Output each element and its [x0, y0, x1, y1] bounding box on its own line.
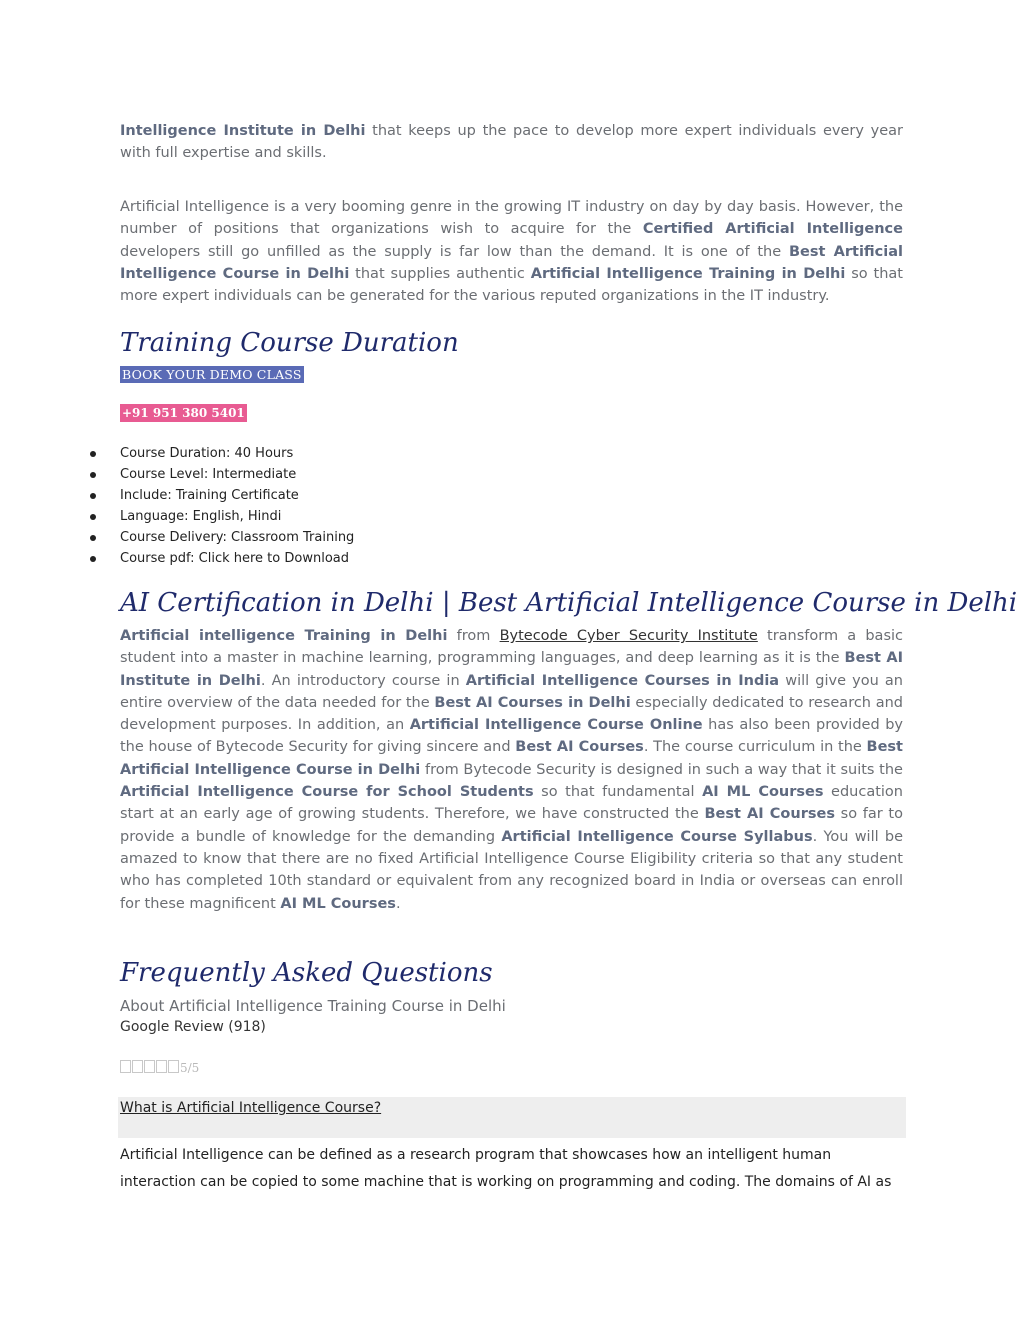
phone-button[interactable]: +91 951 380 5401 — [122, 406, 245, 420]
star-icon — [168, 1060, 179, 1073]
bullet-icon — [90, 535, 96, 541]
faq-answer: Artificial Intelligence can be defined as a research program that showcases how an intelligent human interaction can be copied to some machine that is working on programming and coding. The domains of AI as — [120, 1147, 892, 1190]
intro-paragraph-1: Intelligence Institute in Delhi that keeps up the pace to develop more expert individuals every year with full expertise and skills. — [120, 123, 904, 162]
list-item: Language: English, Hindi — [90, 506, 354, 527]
certification-heading: AI Certification in Delhi | Best Artificial Intelligence Course in Delhi — [120, 588, 1018, 618]
star-icon — [132, 1060, 143, 1073]
list-item: Course Duration: 40 Hours — [90, 443, 354, 464]
google-review: Google Review (918) — [120, 1019, 266, 1035]
star-icon — [120, 1060, 131, 1073]
list-item: Course Level: Intermediate — [90, 464, 354, 485]
bullet-icon — [90, 493, 96, 499]
faq-heading: Frequently Asked Questions — [120, 958, 493, 988]
bullet-icon — [90, 451, 96, 457]
star-rating — [120, 1060, 199, 1075]
intro-paragraph-2: Artificial Intelligence is a very booming genre in the growing IT industry on day by day basis. However, the number of positions that organizations wish to acquire for the Certified Artificial Intelligence developers still go unfilled as the supply is far low than the demand. It is one of the Best Artificial Intelligence Course in Delhi that supplies authentic Artificial Intelligence Training in Delhi so that more expert individuals can be generated for the various reputed organizations in the IT industry. — [120, 199, 903, 305]
faq-subheading: About Artificial Intelligence Training Course in Delhi — [120, 997, 506, 1015]
list-item: Course Delivery: Classroom Training — [90, 527, 354, 548]
bullet-icon — [90, 472, 96, 478]
bullet-icon — [90, 514, 96, 520]
list-item: Include: Training Certificate — [90, 485, 354, 506]
course-details-list — [90, 443, 354, 570]
review-count: (918) — [228, 1019, 266, 1035]
bytecode-institute-link[interactable]: Bytecode Cyber Security Institute — [499, 628, 758, 644]
institute-bold: Intelligence Institute in Delhi — [120, 123, 366, 139]
pdf-download-link[interactable]: Course pdf: Click here to Download — [90, 548, 354, 569]
star-icon — [156, 1060, 167, 1073]
book-demo-button[interactable]: BOOK YOUR DEMO CLASS — [122, 367, 302, 382]
duration-heading: Training Course Duration — [120, 328, 459, 358]
certification-paragraph: Artificial intelligence Training in Delhi from Bytecode Cyber Security Institute transform a basic student into a master in machine learning, programming languages, and deep learning as it is the Best AI Institute in Delhi. An introductory course in Artificial Intelligence Courses in India will give you an entire overview of the data needed for the Best AI Courses in Delhi especially dedicated to research and development purposes. In addition, an Artificial Intelligence Course Online has also been provided by the house of Bytecode Security for giving sincere and Best AI Courses. The course curriculum in the Best Artificial Intelligence Course in Delhi from Bytecode Security is designed in such a way that it suits the Artificial Intelligence Course for School Students so that fundamental AI ML Courses education start at an early age of growing students. Therefore, we have constructed the Best AI Courses so far to provide a bundle of knowledge for the demanding Artificial Intelligence Course Syllabus. You will be amazed to know that there are no fixed Artificial Intelligence Course Eligibility criteria so that any student who has completed 10th standard or equivalent from any recognized board in India or overseas can enroll for these magnificent AI ML Courses. — [120, 628, 904, 912]
bullet-icon — [90, 556, 96, 562]
rating-value: 5/5 — [180, 1061, 200, 1075]
faq-question[interactable]: What is Artificial Intelligence Course? — [120, 1100, 382, 1116]
faq-item-header[interactable] — [118, 1097, 906, 1138]
star-icon — [144, 1060, 155, 1073]
